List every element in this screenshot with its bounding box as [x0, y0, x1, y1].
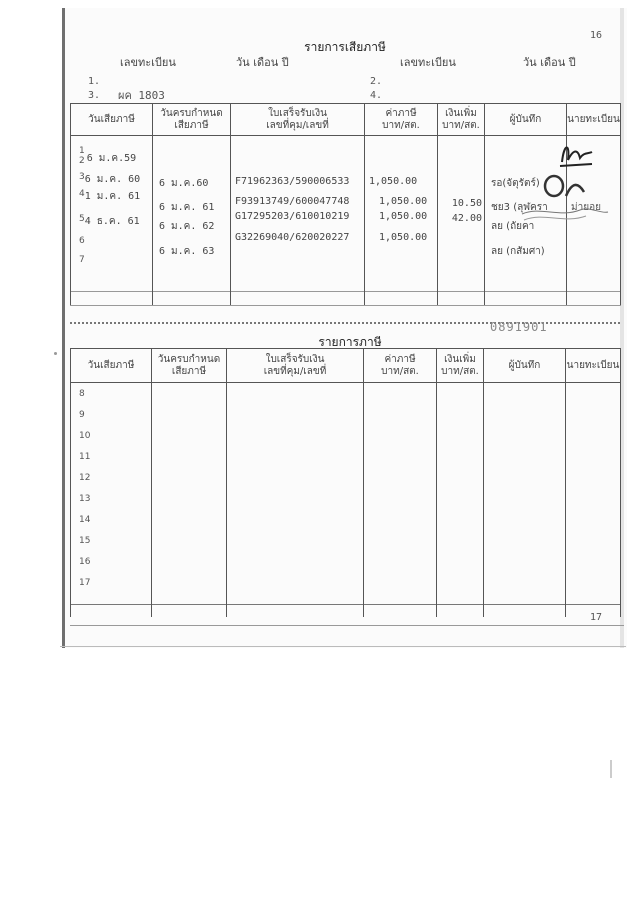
table-cell: 6 ม.ค. 63 [159, 246, 215, 257]
table-header-row [71, 349, 621, 383]
col-tax [365, 136, 438, 292]
row-index: 8 [79, 389, 85, 399]
table-header-row [71, 104, 621, 136]
table-cell: 1 ม.ค. 61 [84, 191, 141, 202]
row-index: 9 [79, 410, 85, 420]
table-cell [438, 176, 482, 189]
section-title-tax-payments: รายการเสียภาษี [304, 40, 386, 54]
table-cell: รอ(จัตุรัตร์) [491, 178, 540, 189]
line-2-number: 2. [370, 76, 383, 87]
table-cell: 6 ม.ค.60 [159, 178, 209, 189]
stamp-number: 0891901 [490, 320, 548, 334]
col-receipt [227, 383, 364, 605]
left-registration-label: เลขทะเบียน [120, 56, 176, 69]
header-paid-date: วันเสียภาษี [71, 104, 153, 136]
table-cell: 6 ม.ค. 62 [159, 221, 215, 232]
col-extra [438, 136, 485, 292]
table-footer-row [71, 292, 621, 306]
section-title-tax-list: รายการภาษี [318, 335, 382, 349]
line-4-number: 4. [370, 90, 383, 101]
header-tax: ค่าภาษี บาท/สต. [364, 349, 437, 383]
row-index: 14 [79, 515, 91, 525]
page-bottom-rule [70, 625, 624, 626]
col-paid [71, 383, 152, 605]
row-index: 5 [79, 214, 85, 224]
scan-edge-line [60, 646, 626, 647]
header-receipt: ใบเสร็จรับเงิน เลขที่คุม/เลขที่ [231, 104, 365, 136]
table-cell: ชย3 (ลุฬครา [491, 202, 548, 213]
row-index: 11 [79, 452, 91, 462]
page-number-bottom: 17 [590, 612, 603, 623]
table-cell: 42.00 [451, 213, 482, 224]
col-due [153, 136, 231, 292]
header-recorder: ผู้บันทึก [484, 349, 566, 383]
row-index: 7 [79, 255, 85, 265]
row-index: 15 [79, 536, 91, 546]
header-extra: เงินเพิ่ม บาท/สต. [437, 349, 484, 383]
header-receipt: ใบเสร็จรับเงิน เลขที่คุม/เลขที่ [227, 349, 364, 383]
row-index: 2 [79, 156, 85, 166]
signature-mark [556, 138, 596, 170]
col-recorder [484, 383, 566, 605]
table-cell: G17295203/610010219 [235, 211, 350, 222]
table-cell: 1,050.00 [379, 211, 428, 222]
right-registration-label: เลขทะเบียน [400, 56, 456, 69]
col-paid [71, 136, 153, 292]
stamp-smudge [520, 200, 610, 226]
table-cell: ลย (ถัยคา [491, 221, 535, 232]
table-footer-row [71, 605, 621, 617]
table-cell: 1,050.00 [379, 232, 428, 243]
table-cell: G32269040/620020227 [235, 232, 350, 243]
row-index: 17 [79, 578, 91, 588]
row-index: 12 [79, 473, 91, 483]
header-due-date: วันครบกำหนด เสียภาษี [152, 349, 227, 383]
line-1-number: 1. [88, 76, 101, 87]
row-index: 4 [79, 189, 85, 199]
table-cell: 6 ม.ค.59 [86, 153, 137, 164]
col-extra [437, 383, 484, 605]
row-index: 16 [79, 557, 91, 567]
header-registrar: นายทะเบียน [566, 349, 621, 383]
table-body [71, 383, 621, 605]
header-due-date: วันครบกำหนด เสียภาษี [153, 104, 231, 136]
col-registrar [566, 383, 621, 605]
table-cell: 4 ธ.ค. 61 [84, 216, 140, 227]
row-index: 6 [79, 236, 85, 246]
page-number-top: 16 [590, 30, 603, 41]
table-cell: 1,050.00 [369, 176, 418, 187]
table-cell: ลย (กสัมศา) [491, 246, 545, 257]
scan-speck [54, 352, 57, 355]
col-due [152, 383, 227, 605]
row-index: 13 [79, 494, 91, 504]
header-recorder: ผู้บันทึก [485, 104, 567, 136]
header-paid-date: วันเสียภาษี [71, 349, 152, 383]
table-cell: 6 ม.ค. 61 [159, 202, 215, 213]
table-cell: 10.50 [451, 198, 482, 209]
scan-speck [610, 760, 612, 778]
row-index: 1 [79, 146, 85, 156]
line-3-number: 3. [88, 90, 101, 101]
registration-plate: ผค 1803 [118, 89, 165, 102]
row-index: 3 [79, 172, 85, 182]
table-cell: 1,050.00 [379, 196, 428, 207]
table-cell: F93913749/600047748 [235, 196, 350, 207]
table-cell: ม่ายอย [571, 202, 601, 213]
tax-list-table [70, 348, 621, 617]
header-registrar: นายทะเบียน [567, 104, 621, 136]
header-extra: เงินเพิ่ม บาท/สต. [438, 104, 485, 136]
left-date-label: วัน เดือน ปี [236, 56, 289, 69]
col-receipt [231, 136, 365, 292]
row-index: 10 [79, 431, 91, 441]
col-tax [364, 383, 437, 605]
table-cell: 6 ม.ค. 60 [84, 174, 141, 185]
table-cell: F71962363/590006533 [235, 176, 350, 187]
right-date-label: วัน เดือน ปี [523, 56, 576, 69]
header-tax: ค่าภาษี บาท/สต. [365, 104, 438, 136]
initials-mark [540, 172, 590, 202]
